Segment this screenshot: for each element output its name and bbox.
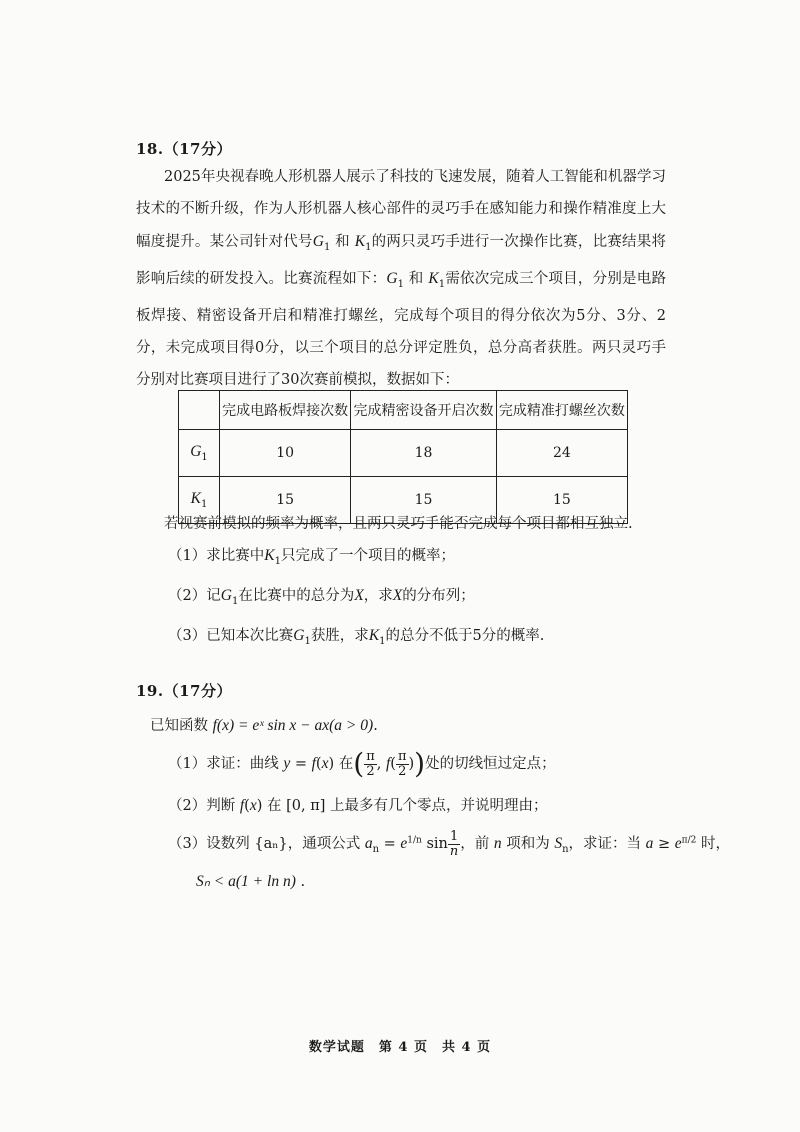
q18-heading: 18.（17分） — [136, 140, 232, 158]
q18-intro-text-3: 需依次完成三个项目，分别是电路板焊接、精密设备开启和精准打螺丝，完成每个项目的得分依次为5分、3分、2分，未完成项目得0分，以三个项目的总分评定胜负，总分高者获胜。两只灵巧手分别对比赛项目进行了30次赛前模拟，数据如下： — [136, 271, 667, 388]
q18-data-table — [178, 390, 628, 524]
page-footer: 数学试题 第 4 页 共 4 页 — [308, 1040, 492, 1055]
table-header-row — [179, 391, 628, 430]
table-header-cell: 完成精密设备开启次数 — [351, 391, 496, 430]
q19-part3: （3）设数列 {aₙ}，通项公式 $a_n = e^{1/n}$ sin $\frac{1}{n}$ ，前 n 项和为 $S_n$，求证：当 $a \ge e^{\pi/2}$ 时， — [168, 829, 730, 859]
table-row-label: $G_1$ — [179, 430, 220, 477]
q19-part1: （1）求证：曲线 y = f(x) 在( $\frac{\pi}{2}$ , f( $\frac{\pi}{2}$ ))处的切线恒过定点； — [168, 747, 556, 781]
q18-intro-text-1: 2025年央视春晚人形机器人展示了科技的飞速发展，随着人工智能和机器学习技术的不断升级，作为人形机器人核心部件的灵巧手在感知能力和操作精准度上大幅度提升。某公司针对代号 — [136, 169, 666, 250]
q18-intro: 2025年央视春晚人形机器人展示了科技的飞速发展，随着人工智能和机器学习技术的不断升级，作为人形机器人核心部件的灵巧手在感知能力和操作精准度上大幅度提升。某公司针对代号$G_1$ 和 $K_1$的两只灵巧手进行一次操作比赛，比赛结果将影响后续的研发投入。比赛流程如下：$G_1$ 和 $K_1$需依次完成三个项目，分别是电路板焊接、精密设备开启和精准打螺丝，完成每个项目的得分依次为5分、3分、2分，未完成项目得0分，以三个项目的总分评定胜负，总分高者获胜。两只灵巧手分别对比赛项目进行了30次赛前模拟，数据如下： — [136, 169, 667, 388]
q19-heading: 19.（17分） — [136, 682, 232, 700]
table-cell: 15 — [220, 477, 351, 524]
q18-intro-text-2: 的两只灵巧手进行一次操作比赛，比赛结果将影响后续的研发投入。比赛流程如下： — [136, 233, 667, 288]
table-cell: 18 — [351, 430, 496, 477]
table-cell: 10 — [220, 430, 351, 477]
table-cell: 15 — [496, 477, 627, 524]
q19-given: 已知函数 f(x) = eˣ sin x − ax(a > 0). — [150, 717, 378, 734]
table-header-cell: 完成精准打螺丝次数 — [496, 391, 627, 430]
q19-part2: （2）判断 f(x) 在 [0, π] 上最多有几个零点，并说明理由； — [168, 797, 548, 814]
q19-conclusion: Sₙ < a(1 + ln n) . — [196, 873, 306, 890]
table-row-label: $K_1$ — [179, 477, 220, 524]
table-cell: 15 — [351, 477, 496, 524]
q18-assumption: 若视赛前模拟的频率为概率，且两只灵巧手能否完成每个项目都相互独立. — [164, 516, 633, 532]
table-header-cell: 完成电路板焊接次数 — [220, 391, 351, 430]
table-cell: 24 — [496, 430, 627, 477]
table-corner-cell — [179, 391, 220, 430]
q18-part3: （3）已知本次比赛$G_1$获胜，求$K_1$的总分不低于5分的概率. — [168, 627, 545, 647]
q19-function-formula: f(x) = eˣ sin x − ax(a > 0) — [212, 717, 374, 734]
q18-part2: （2）记$G_1$在比赛中的总分为X，求X的分布列； — [168, 587, 475, 607]
table-row — [179, 430, 628, 477]
q18-part1: （1）求比赛中$K_1$只完成了一个项目的概率； — [168, 547, 455, 567]
